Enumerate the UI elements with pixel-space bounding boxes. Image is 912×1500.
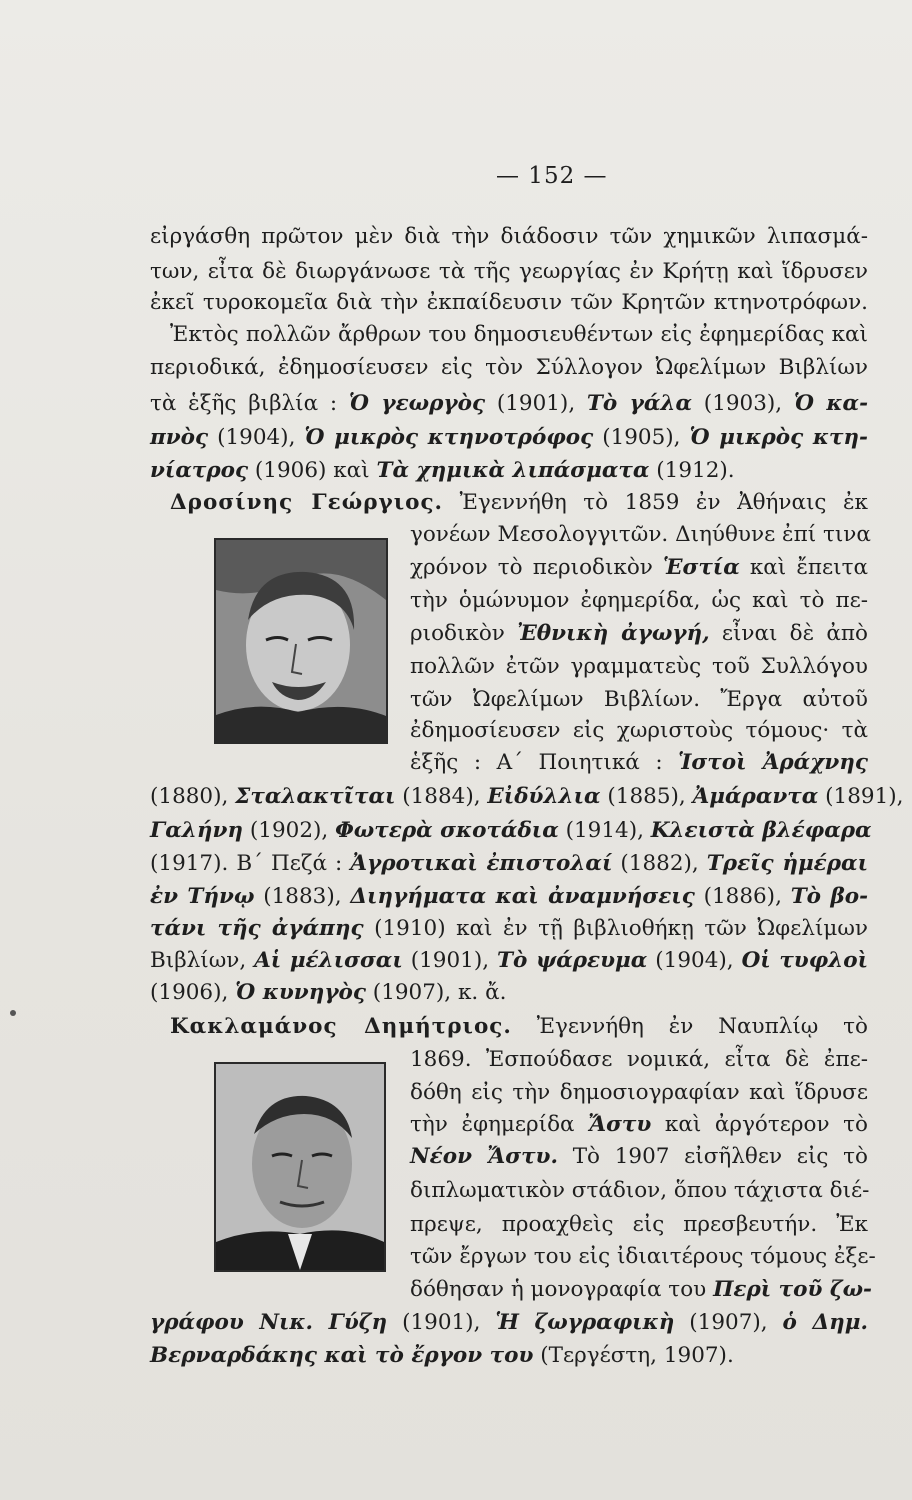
text-line	[150, 914, 868, 944]
book-title: Διηγήματα καὶ ἀναμνήσεις	[350, 884, 695, 909]
book-title: ὁ Δημ.	[782, 1310, 869, 1335]
text-span: ἐκεῖ τυροκομεῖα διὰ τὴν ἐκπαίδευσιν τῶν Κρητῶν κτηνοτρόφων.	[150, 290, 868, 315]
text-span: 1869. Ἐσπούδασε νομικά, εἶτα δὲ ἐπε-	[410, 1047, 868, 1072]
portrait-image	[216, 540, 386, 742]
text-span: πολλῶν ἐτῶν γραμματεὺς τοῦ Συλλόγου	[410, 654, 868, 679]
book-title: Βερναρδάκης καὶ τὸ ἔργον του	[150, 1343, 534, 1368]
text-line	[150, 288, 868, 318]
text-line	[150, 946, 868, 976]
periodical-title: Ἑστία	[662, 555, 740, 580]
text-span: (1886),	[694, 884, 791, 909]
text-line	[410, 1142, 868, 1172]
book-title: Ὁ μικρὸς κτηνοτρόφος	[304, 425, 594, 450]
text-line	[410, 1210, 868, 1240]
entry-heading-drosinis: Δροσίνης Γεώργιος.	[170, 490, 444, 515]
book-title: νίατρος	[150, 458, 249, 483]
text-span: (1901),	[485, 391, 587, 416]
book-title: Ἡ ζωγραφικὴ	[495, 1310, 675, 1335]
text-line	[410, 652, 868, 682]
text-span: (1903),	[692, 391, 794, 416]
text-line	[410, 1176, 868, 1206]
text-span: εἰργάσθη πρῶτον μὲν διὰ τὴν διάδοσιν τῶν χημικῶν λιπασμά-	[150, 224, 868, 249]
text-line	[150, 882, 868, 912]
book-title: τάνι τῆς ἀγάπης	[150, 916, 364, 941]
book-title: Τὰ χημικὰ λιπάσματα	[376, 458, 650, 483]
text-span: τῶν ἔργων του εἰς ἰδιαιτέρους τόμους ἐξε-	[410, 1244, 876, 1269]
text-span: (1914),	[558, 818, 651, 843]
text-span: (1901),	[402, 948, 498, 973]
text-span: ἑξῆς : Α΄ Ποιητικά :	[410, 750, 679, 775]
text-span: (1904),	[647, 948, 742, 973]
text-span: (1906) καὶ	[248, 458, 377, 483]
text-span: εἶναι δὲ ἀπὸ	[709, 621, 868, 646]
text-line	[410, 1045, 868, 1075]
text-line	[150, 1341, 868, 1371]
text-span: Ἐγεννήθη τὸ 1859 ἐν Ἀθήναις ἐκ	[443, 490, 868, 515]
entry-heading-kaklamanos: Κακλαμάνος Δημήτριος.	[170, 1014, 512, 1039]
book-title: πνὸς	[150, 425, 209, 450]
book-title: Τρεῖς ἡμέραι	[706, 851, 868, 876]
text-span: Ἐκτὸς πολλῶν ἄρθρων του δημοσιευθέντων εἰς ἐφημερίδας καὶ	[170, 322, 868, 347]
text-line	[150, 389, 868, 419]
text-span: (Τεργέστη, 1907).	[533, 1343, 734, 1368]
text-span: τὰ ἑξῆς βιβλία :	[150, 391, 349, 416]
text-span: (1891),	[818, 784, 904, 809]
text-line	[410, 553, 868, 583]
periodical-title: Νέον Ἄστυ.	[410, 1144, 558, 1169]
text-span: (1912).	[649, 458, 735, 483]
text-line	[410, 520, 871, 550]
text-span: γονέων Μεσολογγιτῶν. Διηύθυνε ἐπί τινα	[410, 522, 871, 547]
book-title: Ὁ γεωργὸς	[348, 391, 486, 416]
text-span: των, εἶτα δὲ διωργάνωσε τὰ τῆς γεωργίας ἐν Κρήτῃ καὶ ἵδρυσεν	[150, 259, 868, 284]
text-span: δόθη εἰς τὴν δημοσιογραφίαν καὶ ἵδρυσε	[410, 1080, 868, 1105]
text-span: (1906),	[150, 980, 236, 1005]
text-span: ἐδημοσίευσεν εἰς χωριστοὺς τόμους· τὰ	[410, 718, 868, 743]
book-title: Κλειστὰ βλέφαρα	[650, 818, 872, 843]
text-span: (1910) καὶ ἐν τῇ βιβλιοθήκῃ τῶν Ὠφελίμων	[363, 916, 869, 941]
text-span: τῶν Ὠφελίμων Βιβλίων. Ἔργα αὐτοῦ	[410, 687, 868, 712]
text-span: (1901),	[387, 1310, 496, 1335]
book-title: Αἱ μέλισσαι	[254, 948, 403, 973]
text-line	[150, 257, 868, 287]
periodical-title: Ἐθνικὴ ἀγωγή,	[517, 621, 710, 646]
text-span: δόθησαν ἡ μονογραφία του	[410, 1277, 714, 1302]
text-span: περιοδικά, ἐδημοσίευσεν εἰς τὸν Σύλλογον Ὠφελίμων Βιβλίων	[150, 355, 868, 380]
book-title: Οἱ τυφλοὶ	[741, 948, 868, 973]
text-span: (1902),	[243, 818, 336, 843]
portrait-drosinis	[214, 538, 388, 744]
text-line	[150, 849, 868, 879]
text-span: χρόνον τὸ περιοδικὸν	[410, 555, 663, 580]
text-line	[170, 488, 868, 518]
text-span: Ἐγεννήθη ἐν Ναυπλίῳ τὸ	[511, 1014, 869, 1039]
text-span: τὴν ἐφημερίδα	[410, 1112, 589, 1137]
text-span: διπλωματικὸν στάδιον, ὅπου τάχιστα διέ-	[410, 1178, 870, 1203]
text-line	[410, 716, 868, 746]
periodical-title: Ἄστυ	[588, 1112, 652, 1137]
book-title: Σταλακτῖται	[235, 784, 396, 809]
text-line	[170, 320, 868, 350]
text-line	[150, 816, 872, 846]
text-line	[410, 619, 868, 649]
text-line	[410, 1110, 868, 1140]
book-title: Τὸ γάλα	[586, 391, 693, 416]
book-title: Ἀμάραντα	[692, 784, 819, 809]
text-span: Βιβλίων,	[150, 948, 255, 973]
text-line	[150, 423, 868, 453]
text-span: τὴν ὁμώνυμον ἐφημερίδα, ὡς καὶ τὸ πε-	[410, 588, 868, 613]
text-line	[150, 353, 868, 383]
book-title: Ἱστοὶ Ἀράχνης	[678, 750, 869, 775]
text-line	[150, 1308, 868, 1338]
text-line	[170, 1012, 868, 1042]
book-title: Περὶ τοῦ ζω-	[713, 1277, 872, 1302]
text-span: καὶ ἀργότερον τὸ	[651, 1112, 868, 1137]
book-title: Ὁ μικρὸς κτη-	[689, 425, 868, 450]
text-span: (1882),	[612, 851, 707, 876]
portrait-image	[216, 1064, 384, 1270]
text-span: πρεψε, προαχθεὶς εἰς πρεσβευτήν. Ἐκ	[410, 1212, 868, 1237]
paper-speck	[10, 1010, 16, 1016]
text-line	[410, 1242, 876, 1272]
text-line	[150, 456, 868, 486]
book-title: γράφου Νικ. Γύζη	[150, 1310, 388, 1335]
text-line	[410, 1275, 872, 1305]
text-span: (1907), κ. ἄ.	[365, 980, 507, 1005]
text-span: (1885),	[600, 784, 693, 809]
page-number: — 152 —	[496, 163, 608, 189]
text-span: (1904),	[208, 425, 305, 450]
book-title: Εἰδύλλια	[487, 784, 601, 809]
text-line	[410, 685, 868, 715]
book-title: ἐν Τήνῳ	[150, 884, 255, 909]
text-span: (1917). Β΄ Πεζά :	[150, 851, 351, 876]
book-title: Γαλήνη	[150, 818, 244, 843]
text-span: (1905),	[593, 425, 690, 450]
text-span: (1883),	[254, 884, 351, 909]
text-span: (1884),	[395, 784, 488, 809]
text-span: ριοδικὸν	[410, 621, 518, 646]
book-title: Τὸ ψάρευμα	[497, 948, 648, 973]
portrait-kaklamanos	[214, 1062, 386, 1272]
text-line	[150, 782, 904, 812]
book-title: Ἀγροτικαὶ ἐπιστολαί	[350, 851, 613, 876]
text-span: (1880),	[150, 784, 236, 809]
text-span: (1907),	[674, 1310, 783, 1335]
book-title: Φωτερὰ σκοτάδια	[335, 818, 559, 843]
text-span: Τὸ 1907 εἰσῆλθεν εἰς τὸ	[557, 1144, 868, 1169]
book-title: Ὁ κυνηγὸς	[235, 980, 366, 1005]
text-span: καὶ ἔπειτα	[739, 555, 868, 580]
text-line	[150, 222, 868, 252]
book-title: Ὁ κα-	[793, 391, 868, 416]
book-title: Τὸ βο-	[790, 884, 868, 909]
text-line	[150, 978, 868, 1008]
text-line	[410, 586, 868, 616]
text-line	[410, 748, 868, 778]
text-line	[410, 1078, 868, 1108]
